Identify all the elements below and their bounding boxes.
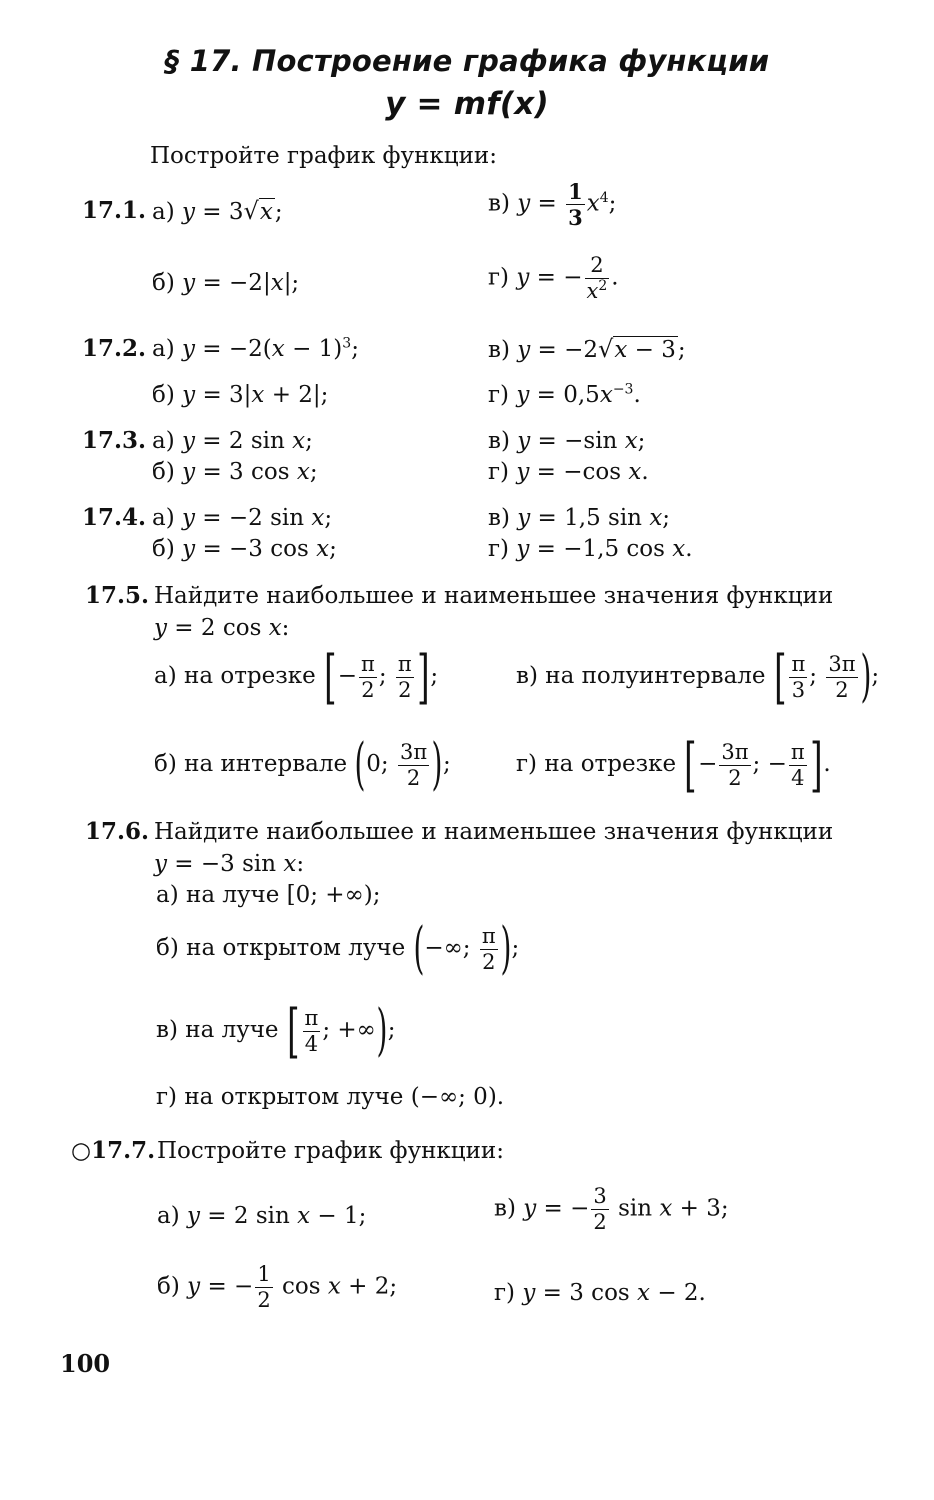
page-number: 100: [60, 1349, 111, 1378]
item-text: на открытом луче: [184, 1084, 404, 1110]
item-label: а): [152, 505, 175, 531]
problem-item: в) на полуинтервале [ $\frac{\pi}{3}$ ; $\frac{3\pi}{2}$ );: [516, 642, 880, 711]
item-label: б): [152, 459, 175, 485]
problem-item: а) y = −2 sin x;: [152, 505, 333, 531]
item-label: а): [154, 663, 177, 689]
problem-function: y = 2 cos x:: [154, 615, 290, 641]
problem-item: а) y = 2 sin x − 1;: [157, 1203, 367, 1229]
problem-item: а) на отрезке [− $\frac{\pi}{2}$ ; $\frac{\pi}{2}$ ];: [154, 642, 439, 711]
item-label: б): [152, 536, 175, 562]
item-text: на отрезке: [544, 751, 677, 777]
item-label: г): [488, 382, 510, 408]
intro-text: Постройте график функции:: [150, 143, 497, 169]
problem-item: г) $y = 0,5x^{-3}$.: [488, 381, 641, 408]
problem-item: б) y = −3 cos x;: [152, 536, 337, 562]
section-title-formula: y = mf(x): [385, 86, 549, 122]
difficulty-marker: ○: [71, 1138, 92, 1164]
problem-item: а) y = 3√x;: [152, 197, 283, 225]
item-label: г): [156, 1084, 178, 1110]
item-text: на луче: [185, 1017, 279, 1043]
problem-number: 17.2.: [82, 335, 147, 362]
problem-item: а) на луче [0; +∞);: [156, 882, 381, 908]
problem-item: а) y = 2 sin x;: [152, 428, 313, 454]
item-label: а): [157, 1203, 180, 1229]
item-label: в): [488, 190, 510, 217]
problem-item: в) y = − $\frac{3}{2}$ sin x + 3;: [494, 1184, 729, 1234]
problem-item: в) y = −sin x;: [488, 428, 646, 454]
item-text: на интервале: [184, 751, 348, 777]
problem-item: г) на отрезке [− $\frac{3\pi}{2}$ ; − $\frac{\pi}{4}$ ].: [516, 730, 831, 799]
problem-number: 17.1.: [82, 197, 147, 224]
problem-number: 17.3.: [82, 427, 147, 454]
problem-text: Найдите наибольшее и наименьшее значения функции: [154, 583, 834, 609]
item-label: в): [156, 1017, 178, 1043]
problem-number: 17.4.: [82, 504, 147, 531]
problem-item: б) на интервале (0; $\frac{3\pi}{2}$ );: [154, 731, 451, 797]
problem-item: г) y = −cos x.: [488, 459, 649, 485]
problem-item: в) y = −2√x − 3;: [488, 335, 686, 363]
problem-item: в) y = $\frac{1}{3}$ $x^4$;: [488, 179, 617, 230]
item-label: а): [152, 199, 175, 225]
section-title: § 17. Построение графика функции: [164, 44, 770, 78]
problem-item: г) y = 3 cos x − 2.: [494, 1280, 706, 1306]
problem-number: 17.5.: [85, 582, 150, 609]
problem-item: б) y = 3|x + 2|;: [152, 382, 329, 408]
problem-item: г) y = −1,5 cos x.: [488, 536, 693, 562]
item-label: в): [488, 505, 510, 531]
item-label: г): [494, 1280, 516, 1306]
item-label: в): [494, 1195, 516, 1222]
item-label: а): [152, 428, 175, 454]
problem-item: в) y = 1,5 sin x;: [488, 505, 671, 531]
item-label: б): [154, 751, 177, 777]
item-label: г): [488, 264, 510, 291]
item-text: на открытом луче: [186, 935, 406, 961]
problem-item: б) на открытом луче (−∞; $\frac{\pi}{2}$ );: [156, 915, 520, 981]
problem-item: г) на открытом луче (−∞; 0).: [156, 1084, 505, 1110]
item-label: б): [152, 382, 175, 408]
problem-function: y = −3 sin x:: [154, 851, 305, 877]
item-label: г): [488, 459, 510, 485]
item-label: в): [488, 337, 510, 363]
problem-item: б) y = − $\frac{1}{2}$ cos x + 2;: [157, 1262, 398, 1312]
item-label: г): [488, 536, 510, 562]
item-label: б): [157, 1273, 180, 1300]
problem-item: в) на луче [ $\frac{\pi}{4}$ ; +∞);: [156, 996, 396, 1065]
item-text: на отрезке: [184, 663, 316, 689]
problem-text: Найдите наибольшее и наименьшее значения функции: [154, 819, 834, 845]
item-label: б): [156, 935, 179, 961]
item-text: на полуинтервале: [545, 663, 766, 689]
problem-item: б) y = 3 cos x;: [152, 459, 318, 485]
problem-item: а) $y = -2(x - 1)^3$;: [152, 335, 359, 362]
problem-text: Постройте график функции:: [157, 1138, 504, 1164]
problem-item: б) y = −2|x|;: [152, 270, 300, 296]
item-text: на луче: [186, 882, 280, 908]
item-label: а): [156, 882, 179, 908]
problem-number: ○17.7.: [71, 1137, 156, 1164]
item-label: а): [152, 336, 175, 362]
item-label: б): [152, 270, 175, 296]
item-label: в): [516, 663, 538, 689]
problem-number: 17.6.: [85, 818, 150, 845]
item-label: г): [516, 751, 538, 777]
item-label: в): [488, 428, 510, 454]
problem-item: г) y = − $\frac{2}{x^2}$ .: [488, 253, 619, 303]
